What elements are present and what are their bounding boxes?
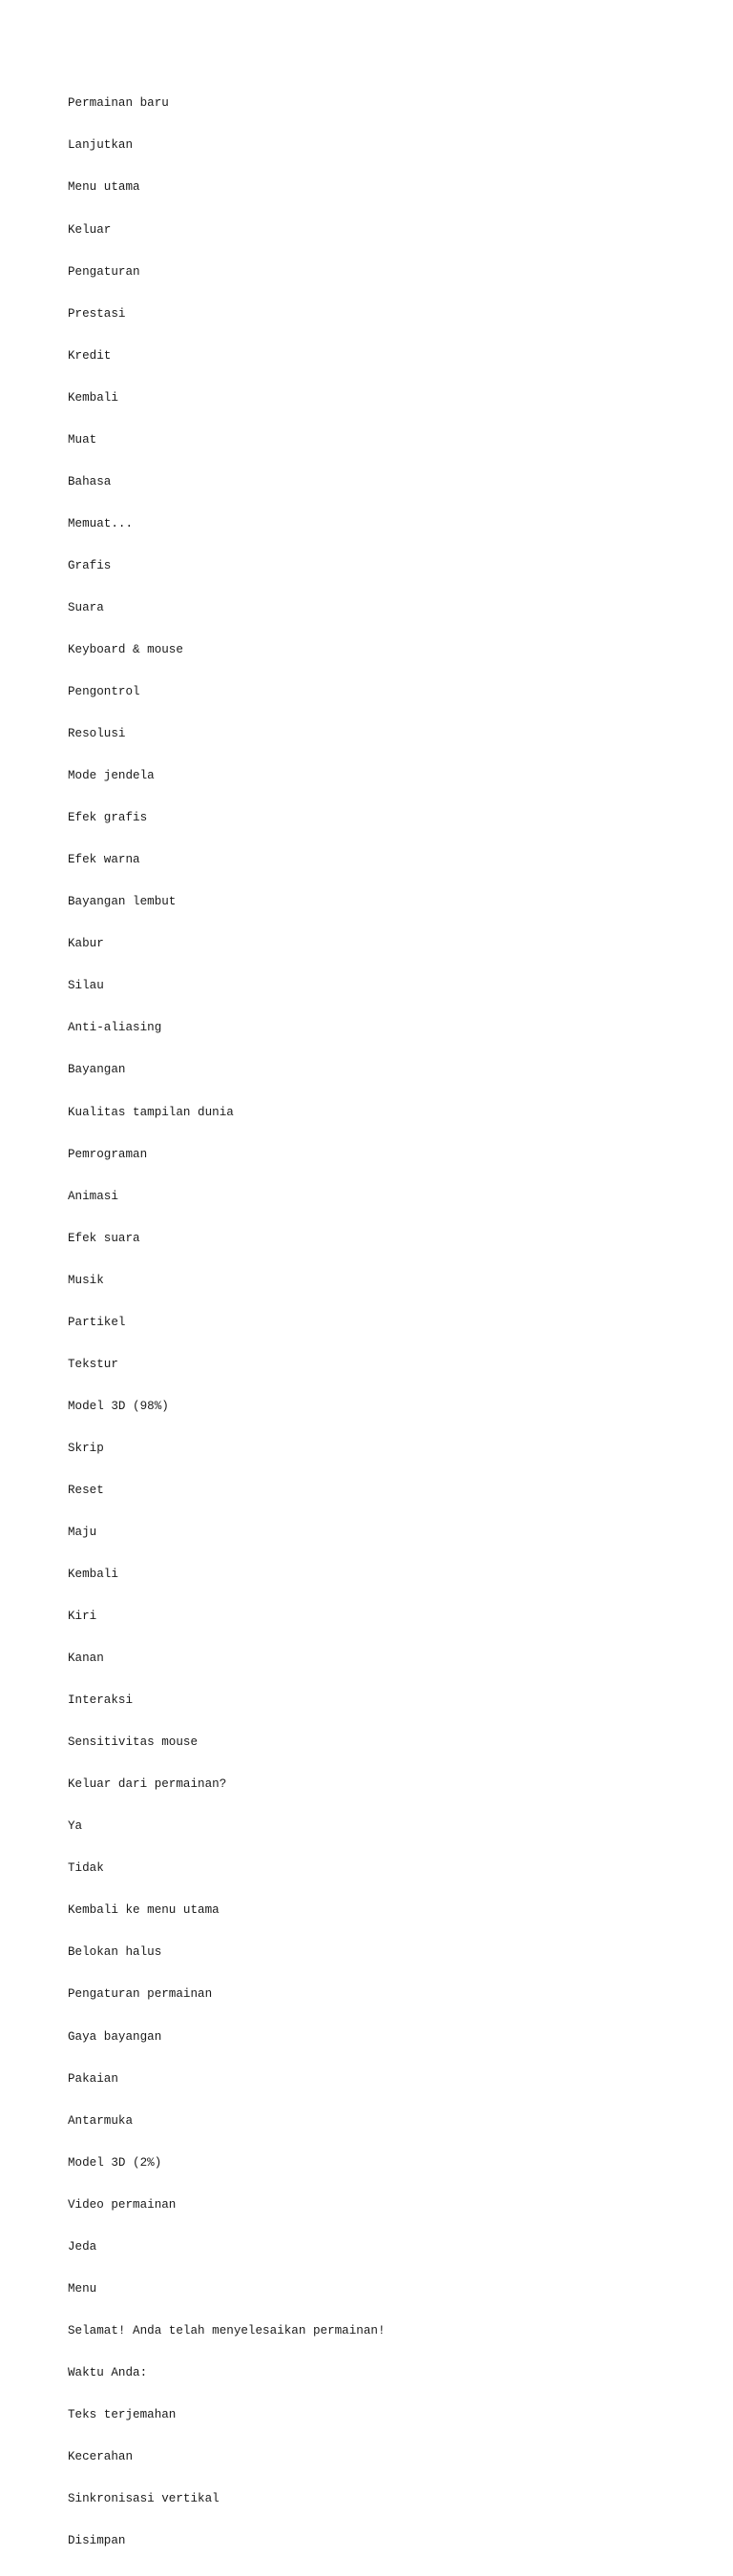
- string-line: Kembali: [68, 390, 118, 405]
- string-line: Bayangan lembut: [68, 895, 177, 909]
- string-line: Efek suara: [68, 1231, 140, 1245]
- string-line: Keluar dari permainan?: [68, 1777, 227, 1792]
- string-line: Kabur: [68, 937, 104, 951]
- string-line: Grafis: [68, 558, 112, 572]
- string-line: Kualitas tampilan dunia: [68, 1105, 234, 1119]
- string-line: Tidak: [68, 1861, 104, 1876]
- string-line: Silau: [68, 979, 104, 993]
- string-line: Prestasi: [68, 306, 126, 321]
- string-line: Animasi: [68, 1189, 118, 1203]
- string-line: Partikel: [68, 1315, 126, 1329]
- string-line: Sensitivitas mouse: [68, 1735, 199, 1750]
- string-line: Pemrograman: [68, 1147, 148, 1161]
- string-line: Efek warna: [68, 853, 140, 867]
- string-line: Menu utama: [68, 180, 140, 195]
- string-line: Kiri: [68, 1610, 97, 1624]
- string-line: Bahasa: [68, 474, 112, 488]
- string-line: Maju: [68, 1525, 97, 1539]
- string-line: Resolusi: [68, 727, 126, 741]
- string-line: Keyboard & mouse: [68, 642, 183, 656]
- string-line: Efek grafis: [68, 811, 148, 825]
- string-line: Muat: [68, 432, 97, 447]
- string-line: Model 3D (98%): [68, 1399, 169, 1413]
- string-line: Keluar: [68, 222, 112, 237]
- string-line: Video permainan: [68, 2197, 177, 2212]
- string-line: Model 3D (2%): [68, 2155, 162, 2170]
- string-line: Mode jendela: [68, 769, 155, 783]
- string-line: Pengaturan permainan: [68, 1987, 213, 2002]
- string-line: Pengontrol: [68, 685, 140, 699]
- string-line: Belokan halus: [68, 1945, 162, 1960]
- string-line: Kredit: [68, 348, 112, 363]
- string-line: Jeda: [68, 2239, 97, 2254]
- string-line: Suara: [68, 600, 104, 614]
- string-line: Teks terjemahan: [68, 2407, 177, 2421]
- string-line: Waktu Anda:: [68, 2365, 148, 2379]
- string-line: Skrip: [68, 1441, 104, 1455]
- string-line: Interaksi: [68, 1693, 134, 1708]
- string-line: Reset: [68, 1483, 104, 1497]
- string-line: Antarmuka: [68, 2113, 134, 2128]
- string-line: Disimpan: [68, 2534, 126, 2548]
- string-line: Gaya bayangan: [68, 2029, 162, 2044]
- string-line: Permainan baru: [68, 96, 169, 111]
- string-line: Kembali ke menu utama: [68, 1903, 220, 1918]
- string-line: Menu: [68, 2281, 97, 2296]
- string-line: Musik: [68, 1273, 104, 1287]
- string-line: Kecerahan: [68, 2450, 134, 2463]
- string-line: Memuat...: [68, 516, 134, 530]
- string-line: Anti-aliasing: [68, 1021, 162, 1035]
- string-line: Lanjutkan: [68, 138, 134, 153]
- string-line: Sinkronisasi vertikal: [68, 2492, 220, 2506]
- string-line: Ya: [68, 1819, 83, 1834]
- string-line: Kanan: [68, 1652, 104, 1666]
- string-line: Pakaian: [68, 2071, 118, 2086]
- string-line: Tekstur: [68, 1357, 118, 1371]
- string-line: Selamat! Anda telah menyelesaikan permainan!: [68, 2323, 386, 2337]
- string-line: Bayangan: [68, 1063, 126, 1077]
- string-list: [68, 69, 386, 2576]
- string-line: Pengaturan: [68, 264, 140, 279]
- string-line: Kembali: [68, 1568, 118, 1582]
